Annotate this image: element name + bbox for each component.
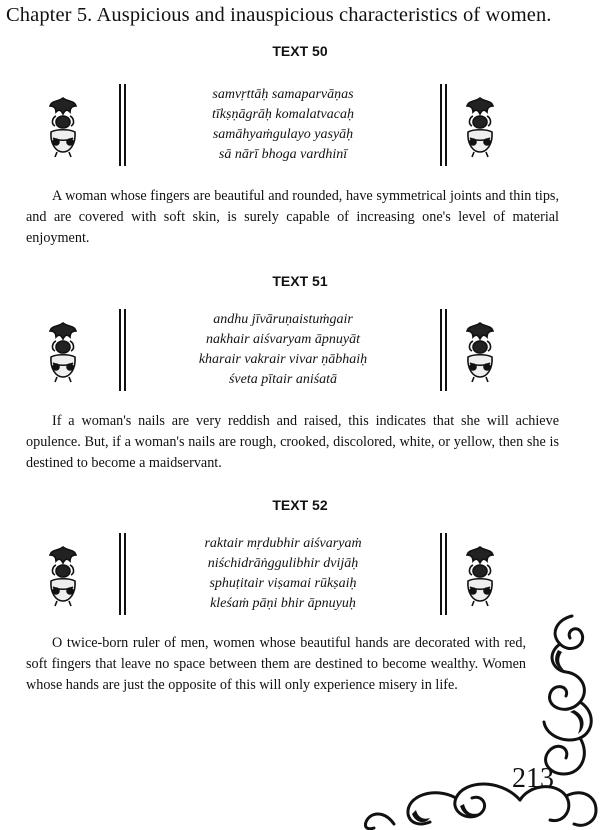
verse-text xyxy=(130,85,436,165)
verse-divider xyxy=(119,533,121,615)
verse-line: sphuṭitair viṣamai rūkṣaiḥ xyxy=(209,576,357,591)
verse-divider xyxy=(440,309,442,391)
kalasha-ornament-icon xyxy=(461,543,499,607)
verse-block-50 xyxy=(0,84,600,166)
verse-divider xyxy=(124,84,126,166)
verse-divider xyxy=(124,533,126,615)
verse-divider xyxy=(445,309,447,391)
verse-divider xyxy=(119,84,121,166)
text-50-heading: TEXT 50 xyxy=(272,43,328,59)
page-number: 213 xyxy=(512,763,554,794)
verse-line: samāhyaṁgulayo yasyāḥ xyxy=(212,127,354,142)
verse-block-52 xyxy=(0,533,600,615)
translation-50: A woman whose fingers are beautiful and rounded, have symmetrical joints and thin tips, and are covered with soft skin, is surely capable of increasing one's level of material enjoyment. xyxy=(26,188,559,246)
verse-line: kleśaṁ pāṇi bhir āpnuyuḥ xyxy=(210,596,356,611)
verse-divider xyxy=(124,309,126,391)
verse-text xyxy=(130,534,436,614)
corner-flourish-icon xyxy=(360,610,600,830)
verse-text xyxy=(130,310,436,390)
verse-line: sā nārī bhoga vardhinī xyxy=(218,147,348,162)
text-52-heading: TEXT 52 xyxy=(272,497,328,513)
kalasha-ornament-icon xyxy=(44,94,82,158)
kalasha-ornament-icon xyxy=(44,543,82,607)
verse-divider xyxy=(119,309,121,391)
verse-line: samvṛttāḥ samaparvāṇas xyxy=(212,87,354,102)
verse-line: kharair vakrair vivar ṇābhaiḥ xyxy=(198,352,368,367)
verse-divider xyxy=(440,533,442,615)
page-title: Chapter 5. Auspicious and inauspicious characteristics of women. xyxy=(6,4,552,26)
kalasha-ornament-icon xyxy=(44,319,82,383)
translation-52: O twice-born ruler of men, women whose beautiful hands are decorated with red, soft fingers that leave no space between them are destined to become wealthy. Women whose hands are just the opposite of this will only experience misery in life. xyxy=(26,635,526,693)
verse-line: śveta pītair aniśatā xyxy=(228,372,338,387)
text-51-heading: TEXT 51 xyxy=(272,273,328,289)
kalasha-ornament-icon xyxy=(461,319,499,383)
verse-line: raktair mṛdubhir aiśvaryaṁ xyxy=(204,536,362,551)
translation-51: If a woman's nails are very reddish and raised, this indicates that she will achieve opulence. But, if a woman's nails are rough, crooked, discolored, white, or yellow, then she is destined to become a maidservant. xyxy=(26,413,559,471)
verse-line: niśchidrāṅggulibhir dvijāḥ xyxy=(207,556,359,571)
verse-divider xyxy=(440,84,442,166)
verse-line: tīkṣṇāgrāḥ komalatvacaḥ xyxy=(212,107,354,122)
verse-line: nakhair aiśvaryam āpnuyāt xyxy=(206,332,360,347)
kalasha-ornament-icon xyxy=(461,94,499,158)
verse-divider xyxy=(445,533,447,615)
verse-line: andhu jīvāruṇaistuṁgair xyxy=(213,312,353,327)
verse-block-51 xyxy=(0,309,600,391)
verse-divider xyxy=(445,84,447,166)
